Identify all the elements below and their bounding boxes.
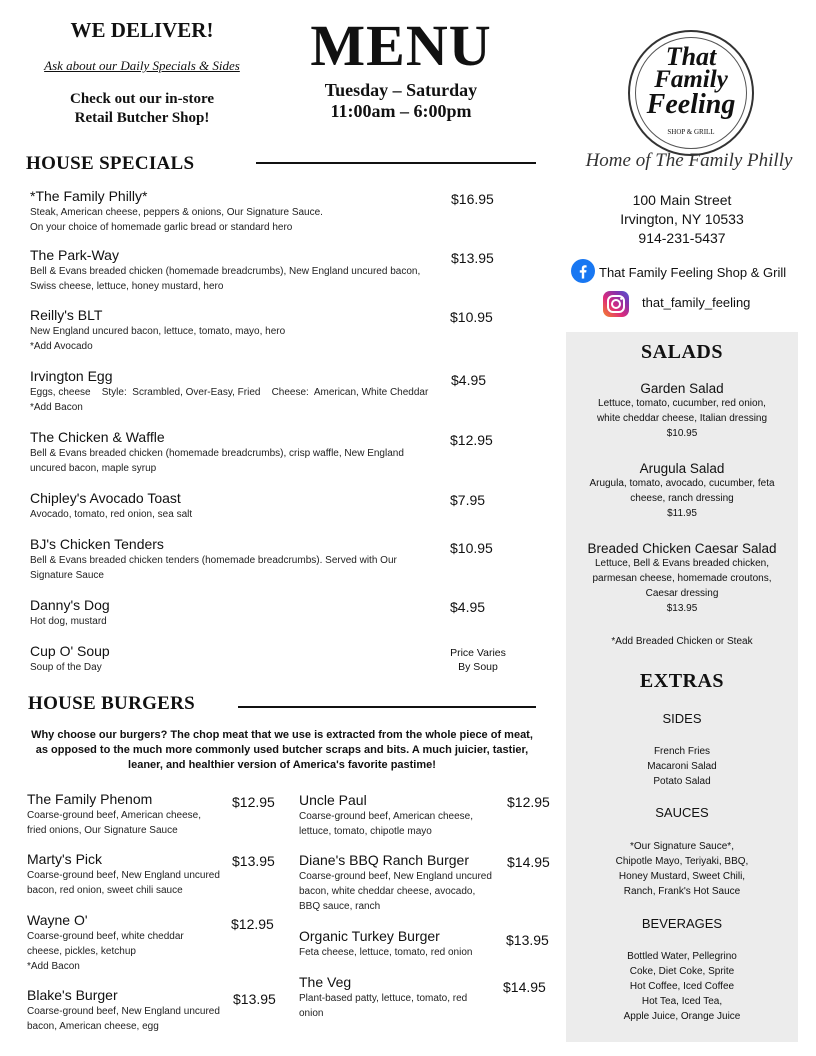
item-desc: Coarse-ground beef, New England uncured — [27, 1006, 220, 1017]
item-desc: Coarse-ground beef, New England uncured — [299, 871, 492, 882]
item-price: $13.95 — [232, 853, 275, 869]
salad-desc: Lettuce, Bell & Evans breaded chicken, — [595, 558, 769, 569]
special-item — [30, 597, 450, 629]
price-varies-line-2: By Soup — [458, 661, 498, 673]
item-desc: bacon, red onion, sweet chili sauce — [27, 885, 183, 896]
logo-word-1: That — [665, 42, 717, 71]
item-price-varies — [438, 646, 518, 674]
burger-item — [27, 791, 232, 838]
instagram-icon — [602, 290, 630, 318]
salad-price: $11.95 — [667, 508, 697, 519]
item-price: $16.95 — [451, 191, 494, 207]
beverages-title: BEVERAGES — [641, 916, 723, 931]
burger-item — [299, 852, 505, 914]
item-name: Chipley's Avocado Toast — [30, 490, 181, 506]
item-price: $12.95 — [232, 794, 275, 810]
beverage-item: Apple Juice, Orange Juice — [623, 1011, 741, 1022]
salad-desc: Arugula, tomato, avocado, cucumber, feta — [589, 478, 775, 489]
butcher-shop-note — [26, 90, 258, 128]
contact-block — [566, 191, 798, 248]
burger-item — [299, 928, 505, 960]
city-address: Irvington, NY 10533 — [620, 211, 744, 227]
item-price: $10.95 — [450, 309, 493, 325]
item-desc: Hot dog, mustard — [30, 616, 107, 627]
salad-name: Garden Salad — [640, 381, 724, 396]
salad-item — [566, 541, 798, 616]
item-desc: fried onions, Our Signature Sauce — [27, 825, 178, 836]
price-varies-line-1: Price Varies — [450, 647, 506, 659]
item-name: The Family Phenom — [27, 791, 153, 807]
item-name: Wayne O' — [27, 912, 88, 928]
item-desc: lettuce, tomato, chipotle mayo — [299, 826, 432, 837]
sauce-item: *Our Signature Sauce*, — [630, 841, 734, 852]
logo-subtitle: SHOP & GRILL — [667, 128, 715, 136]
salad-item — [566, 461, 798, 521]
burger-item — [27, 912, 232, 974]
special-item — [30, 368, 450, 415]
brand-logo — [628, 30, 754, 156]
burger-item — [299, 974, 505, 1021]
sauces-list — [566, 839, 798, 899]
item-price: $12.95 — [231, 916, 274, 932]
beverage-item: Hot Coffee, Iced Coffee — [629, 981, 735, 992]
item-price: $13.95 — [506, 932, 549, 948]
beverage-item: Hot Tea, Iced Tea, — [641, 996, 723, 1007]
item-desc: cheese, pickles, ketchup — [27, 946, 136, 957]
item-desc: *Add Avocado — [30, 341, 93, 352]
item-desc: Bell & Evans breaded chicken (homemade breadcrumbs), crisp waffle, New England — [30, 448, 404, 459]
logo-word-3: Feeling — [646, 89, 736, 120]
butcher-line-1: Check out our in-store — [69, 91, 215, 107]
item-desc: Bell & Evans breaded chicken (homemade breadcrumbs), New England uncured bacon, — [30, 266, 421, 277]
item-price: $10.95 — [450, 540, 493, 556]
special-item — [30, 429, 450, 476]
item-name: The Park-Way — [30, 247, 119, 263]
item-desc: Plant-based patty, lettuce, tomato, red — [299, 993, 468, 1004]
sauce-item: Ranch, Frank's Hot Sauce — [623, 886, 741, 897]
sides-list — [566, 744, 798, 789]
item-price: $13.95 — [233, 991, 276, 1007]
item-name: Blake's Burger — [27, 987, 118, 1003]
burger-intro-text: Why choose our burgers? The chop meat that we use is extracted from the whole piece of meat, as opposed to the much more commonly used butcher scraps and bits. A much juicier, tastier, leaner, and healthier version of America's favorite pastime! — [31, 729, 533, 771]
item-desc: New England uncured bacon, lettuce, tomato, mayo, hero — [30, 326, 286, 337]
salad-add-note: *Add Breaded Chicken or Steak — [611, 636, 753, 647]
item-desc: BBQ sauce, ranch — [299, 901, 381, 912]
salad-desc: cheese, ranch dressing — [630, 493, 734, 504]
item-price: $14.95 — [507, 854, 550, 870]
item-name: Cup O' Soup — [30, 643, 110, 659]
item-price: $12.95 — [507, 794, 550, 810]
logo-word-2: Family — [654, 66, 728, 93]
item-desc: Coarse-ground beef, white cheddar — [27, 931, 184, 942]
burger-item — [299, 792, 505, 839]
facebook-handle[interactable]: That Family Feeling Shop & Grill — [599, 265, 787, 280]
salad-desc: white cheddar cheese, Italian dressing — [596, 413, 768, 424]
item-name: Reilly's BLT — [30, 307, 103, 323]
item-name: Marty's Pick — [27, 851, 103, 867]
item-desc: onion — [299, 1008, 324, 1019]
special-item — [30, 307, 450, 354]
open-days: Tuesday – Saturday — [324, 80, 478, 100]
item-desc: bacon, white cheddar cheese, avocado, — [299, 886, 476, 897]
item-desc: Feta cheese, lettuce, tomato, red onion — [299, 947, 473, 958]
sauce-item: Chipotle Mayo, Teriyaki, BBQ, — [615, 856, 749, 867]
instagram-handle[interactable]: that_family_feeling — [642, 295, 751, 310]
item-name: The Veg — [299, 974, 352, 990]
item-name: Organic Turkey Burger — [299, 928, 440, 944]
butcher-line-2: Retail Butcher Shop! — [74, 110, 210, 126]
item-name: BJ's Chicken Tenders — [30, 536, 164, 552]
sauces-title: SAUCES — [655, 805, 709, 820]
item-name: Danny's Dog — [30, 597, 110, 613]
burger-item — [27, 987, 232, 1034]
item-price: $7.95 — [450, 492, 486, 508]
item-desc: *Add Bacon — [27, 961, 80, 972]
house-specials-rule — [256, 162, 536, 164]
we-deliver-heading: WE DELIVER! — [70, 18, 214, 42]
item-desc: On your choice of homemade garlic bread or standard hero — [30, 222, 293, 233]
item-name: Irvington Egg — [30, 368, 113, 384]
item-desc: Steak, American cheese, peppers & onions, Our Signature Sauce. — [30, 207, 323, 218]
salad-name: Arugula Salad — [639, 461, 725, 476]
item-desc: bacon, American cheese, egg — [27, 1021, 159, 1032]
special-item — [30, 490, 450, 522]
item-price: $13.95 — [451, 250, 494, 266]
facebook-icon — [571, 259, 595, 283]
item-name: Uncle Paul — [299, 792, 367, 808]
item-desc: uncured bacon, maple syrup — [30, 463, 157, 474]
salad-desc: Lettuce, tomato, cucumber, red onion, — [598, 398, 766, 409]
item-price: $12.95 — [450, 432, 493, 448]
salad-desc: parmesan cheese, homemade croutons, — [592, 573, 772, 584]
house-specials-heading: HOUSE SPECIALS — [26, 153, 195, 174]
special-item — [30, 188, 450, 235]
item-desc: Swiss cheese, lettuce, honey mustard, hero — [30, 281, 224, 292]
item-desc: Bell & Evans breaded chicken tenders (homemade breadcrumbs). Served with Our — [30, 555, 397, 566]
item-name: The Chicken & Waffle — [30, 429, 165, 445]
item-price: $14.95 — [503, 979, 546, 995]
side-item: Potato Salad — [653, 776, 711, 787]
salad-desc: Caesar dressing — [645, 588, 719, 599]
item-desc: Coarse-ground beef, New England uncured — [27, 870, 220, 881]
phone-number: 914-231-5437 — [638, 230, 726, 246]
beverage-item: Coke, Diet Coke, Sprite — [629, 966, 735, 977]
salad-name: Breaded Chicken Caesar Salad — [587, 541, 777, 556]
brand-tagline: Home of The Family Philly — [585, 150, 793, 171]
burger-item — [27, 851, 232, 898]
item-desc: Coarse-ground beef, American cheese, — [27, 810, 201, 821]
salad-item — [566, 381, 798, 441]
house-burgers-heading: HOUSE BURGERS — [28, 693, 196, 714]
item-desc: Avocado, tomato, red onion, sea salt — [30, 509, 193, 520]
item-desc: Soup of the Day — [30, 662, 102, 673]
item-desc: Coarse-ground beef, American cheese, — [299, 811, 473, 822]
sides-title: SIDES — [662, 711, 702, 726]
sauce-item: Honey Mustard, Sweet Chili, — [618, 871, 746, 882]
beverages-list — [566, 949, 798, 1024]
item-price: $4.95 — [451, 372, 487, 388]
menu-title: MENU — [310, 13, 492, 78]
special-item — [30, 536, 450, 583]
street-address: 100 Main Street — [632, 192, 732, 208]
item-desc: Signature Sauce — [30, 570, 104, 581]
side-item: French Fries — [653, 746, 711, 757]
item-price: $4.95 — [450, 599, 486, 615]
salad-price: $13.95 — [666, 603, 698, 614]
salads-heading: SALADS — [641, 341, 723, 363]
item-desc: Eggs, cheese Style: Scrambled, Over-Easy, Fried Cheese: American, White Cheddar — [30, 387, 429, 398]
item-name: Diane's BBQ Ranch Burger — [299, 852, 469, 868]
beverage-item: Bottled Water, Pellegrino — [627, 951, 737, 962]
salad-price: $10.95 — [666, 428, 698, 439]
house-burgers-rule — [238, 706, 536, 708]
special-item — [30, 643, 450, 675]
side-item: Macaroni Salad — [647, 761, 717, 772]
open-hours: 11:00am – 6:00pm — [330, 101, 472, 121]
item-name: *The Family Philly* — [30, 188, 148, 204]
item-desc: *Add Bacon — [30, 402, 83, 413]
extras-heading: EXTRAS — [639, 670, 725, 692]
daily-specials-note: Ask about our Daily Specials & Sides — [44, 58, 240, 73]
special-item — [30, 247, 450, 294]
